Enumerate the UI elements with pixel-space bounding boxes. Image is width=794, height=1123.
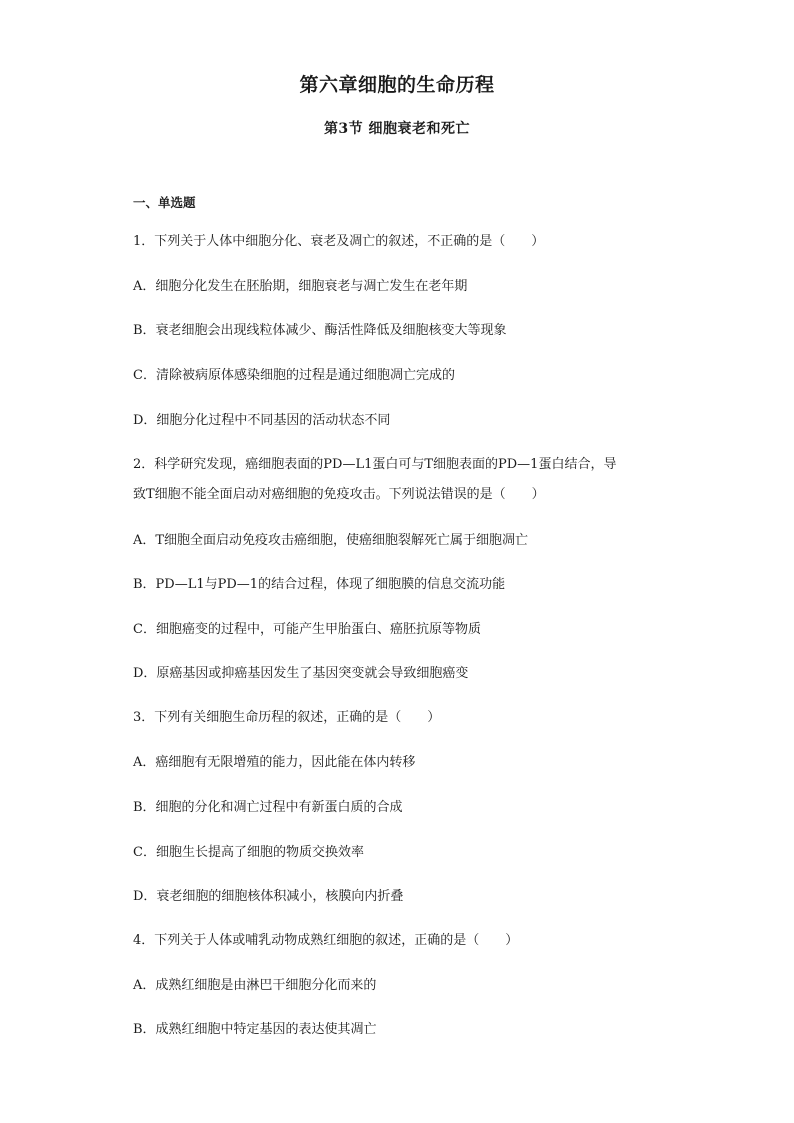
question-3-stem: 3．下列有关细胞生命历程的叙述，正确的是（ ） xyxy=(133,710,441,725)
question-3-option-b: B．细胞的分化和凋亡过程中有新蛋白质的合成 xyxy=(133,800,403,815)
question-2-stem-line-1: 2．科学研究发现，癌细胞表面的PD—L1蛋白可与T细胞表面的PD—1蛋白结合，导 xyxy=(133,457,617,472)
question-1-stem: 1．下列关于人体中细胞分化、衰老及凋亡的叙述，不正确的是（ ） xyxy=(133,234,545,249)
page-title: 第六章细胞的生命历程 xyxy=(299,74,495,96)
question-1-option-d: D．细胞分化过程中不同基因的活动状态不同 xyxy=(133,413,391,428)
question-2-option-b: B．PD—L1与PD—1的结合过程，体现了细胞膜的信息交流功能 xyxy=(133,577,506,592)
question-2-option-c: C．细胞癌变的过程中，可能产生甲胎蛋白、癌胚抗原等物质 xyxy=(133,622,481,637)
question-4-option-a: A．成熟红细胞是由淋巴干细胞分化而来的 xyxy=(133,978,377,993)
question-1-option-a: A．细胞分化发生在胚胎期，细胞衰老与凋亡发生在老年期 xyxy=(133,279,468,294)
question-1-option-b: B．衰老细胞会出现线粒体减少、酶活性降低及细胞核变大等现象 xyxy=(133,323,507,338)
question-3-option-c: C．细胞生长提高了细胞的物质交换效率 xyxy=(133,845,364,860)
question-2-option-d: D．原癌基因或抑癌基因发生了基因突变就会导致细胞癌变 xyxy=(133,666,469,681)
section-heading: 一、单选题 xyxy=(133,195,196,210)
question-2-option-a: A．T细胞全面启动免疫攻击癌细胞，使癌细胞裂解死亡属于细胞凋亡 xyxy=(133,533,529,548)
section-subtitle: 第3节 细胞衰老和死亡 xyxy=(323,121,471,137)
question-3-option-d: D．衰老细胞的细胞核体积减小，核膜向内折叠 xyxy=(133,889,404,904)
question-1-option-c: C．清除被病原体感染细胞的过程是通过细胞凋亡完成的 xyxy=(133,368,455,383)
question-4-stem: 4．下列关于人体或哺乳动物成熟红细胞的叙述，正确的是（ ） xyxy=(133,933,519,948)
question-4-option-b: B．成熟红细胞中特定基因的表达使其凋亡 xyxy=(133,1022,377,1037)
question-3-option-a: A．癌细胞有无限增殖的能力，因此能在体内转移 xyxy=(133,755,416,770)
question-2-stem-line-2: 致T细胞不能全面启动对癌细胞的免疫攻击。下列说法错误的是（ ） xyxy=(133,487,545,502)
